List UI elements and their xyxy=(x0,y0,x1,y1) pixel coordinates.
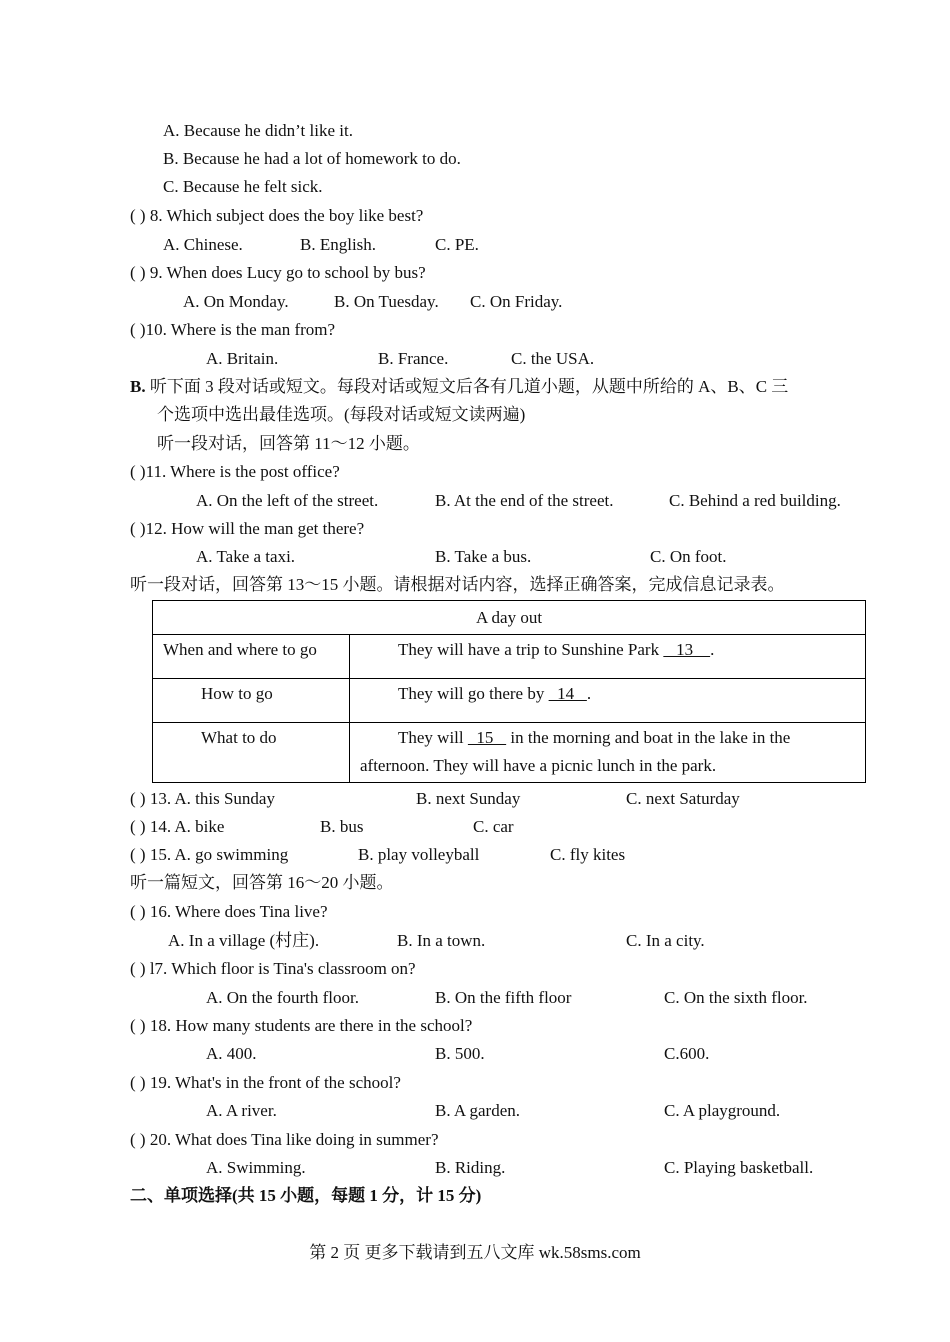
table-row3-value xyxy=(350,723,866,783)
q9-option-c: C. On Friday. xyxy=(470,292,563,311)
q13-option-c: C. next Saturday xyxy=(626,789,740,808)
table-row2-value xyxy=(350,679,866,723)
q10-option-a: A. Britain. xyxy=(206,349,279,368)
q13-option-b: B. next Sunday xyxy=(416,789,521,808)
row3-line2: afternoon. They will have a picnic lunch in the park. xyxy=(360,756,717,775)
q12-option-a: A. Take a taxi. xyxy=(196,547,296,566)
q14-option-c: C. car xyxy=(473,817,514,836)
q11-option-b: B. At the end of the street. xyxy=(435,491,614,510)
section-b-label: B. xyxy=(130,377,146,396)
question-11: ( )11. Where is the post office? xyxy=(130,462,340,481)
info-record-table xyxy=(152,600,866,783)
table-row1-label: When and where to go xyxy=(153,635,350,679)
q11-option-c: C. Behind a red building. xyxy=(669,491,841,510)
section-b-line2: 个选项中选出最佳选项。(每段对话或短文读两遍) xyxy=(157,405,526,424)
page-footer: 第 2 页 更多下载请到五八文库 wk.58sms.com xyxy=(309,1243,641,1262)
question-15: ( ) 15. A. go swimming xyxy=(130,845,289,864)
q19-option-c: C. A playground. xyxy=(664,1101,781,1120)
row1-end: . xyxy=(710,640,715,659)
q15-option-b: B. play volleyball xyxy=(358,845,480,864)
q7-option-b: B. Because he had a lot of homework to do. xyxy=(163,149,461,168)
q17-option-a: A. On the fourth floor. xyxy=(206,988,359,1007)
q16-option-b: B. In a town. xyxy=(397,931,486,950)
q15-option-c: C. fly kites xyxy=(550,845,626,864)
passage-intro: 听一篇短文，回答第 16～20 小题。 xyxy=(130,873,394,892)
question-14: ( ) 14. A. bike xyxy=(130,817,225,836)
table-row1-value xyxy=(350,635,866,679)
q8-option-b: B. English. xyxy=(300,235,377,254)
q20-option-b: B. Riding. xyxy=(435,1158,506,1177)
q10-option-b: B. France. xyxy=(378,349,449,368)
q7-option-c: C. Because he felt sick. xyxy=(163,177,323,196)
row1-text: They will have a trip to Sunshine Park xyxy=(398,640,664,659)
question-12: ( )12. How will the man get there? xyxy=(130,519,365,538)
q18-option-c: C.600. xyxy=(664,1044,710,1063)
q16-option-a: A. In a village (村庄). xyxy=(168,931,320,950)
table-row3-label: What to do xyxy=(153,723,350,783)
q8-option-c: C. PE. xyxy=(435,235,479,254)
section-b-line1: 听下面 3 段对话或短文。每段对话或短文后各有几道小题，从题中所给的 A、B、C 三 xyxy=(145,377,789,396)
row3-text-end: in the morning and boat in the lake in the xyxy=(506,728,791,747)
row3-text: They will xyxy=(398,728,468,747)
row2-end: . xyxy=(586,684,592,703)
row2-text: They will go there by xyxy=(398,684,549,703)
table-row2-label: How to go xyxy=(153,679,350,723)
question-13: ( ) 13. A. this Sunday xyxy=(130,789,275,808)
dialog1-intro: 听一段对话，回答第 11～12 小题。 xyxy=(157,434,420,453)
q12-option-b: B. Take a bus. xyxy=(435,547,532,566)
question-10: ( )10. Where is the man from? xyxy=(130,320,336,339)
question-17: ( ) l7. Which floor is Tina's classroom on? xyxy=(130,959,416,978)
q12-option-c: C. On foot. xyxy=(650,547,727,566)
blank-14: 14 xyxy=(548,684,587,703)
q17-option-b: B. On the fifth floor xyxy=(435,988,572,1007)
q14-option-b: B. bus xyxy=(320,817,364,836)
q18-option-a: A. 400. xyxy=(206,1044,257,1063)
q19-option-a: A. A river. xyxy=(206,1101,277,1120)
q9-option-a: A. On Monday. xyxy=(183,292,289,311)
question-16: ( ) 16. Where does Tina live? xyxy=(130,902,328,921)
question-20: ( ) 20. What does Tina like doing in summer? xyxy=(130,1130,439,1149)
q10-option-c: C. the USA. xyxy=(511,349,595,368)
question-8: ( ) 8. Which subject does the boy like best? xyxy=(130,206,424,225)
q16-option-c: C. In a city. xyxy=(626,931,705,950)
question-9: ( ) 9. When does Lucy go to school by bus? xyxy=(130,263,426,282)
row3-line1 xyxy=(360,727,857,749)
blank-13: 13 xyxy=(663,640,711,659)
blank-15: 15 xyxy=(467,728,507,747)
question-18: ( ) 18. How many students are there in the school? xyxy=(130,1016,473,1035)
section-b-intro xyxy=(130,376,788,398)
table-title: A day out xyxy=(153,601,866,635)
q20-option-a: A. Swimming. xyxy=(206,1158,306,1177)
q20-option-c: C. Playing basketball. xyxy=(664,1158,814,1177)
q11-option-a: A. On the left of the street. xyxy=(196,491,379,510)
q7-option-a: A. Because he didn’t like it. xyxy=(163,121,353,140)
q19-option-b: B. A garden. xyxy=(435,1101,520,1120)
q8-option-a: A. Chinese. xyxy=(163,235,243,254)
section-2-heading: 二、单项选择(共 15 小题，每题 1 分，计 15 分) xyxy=(130,1186,482,1205)
q9-option-b: B. On Tuesday. xyxy=(334,292,439,311)
dialog2-intro: 听一段对话，回答第 13～15 小题。请根据对话内容，选择正确答案，完成信息记录表。 xyxy=(130,575,785,594)
question-19: ( ) 19. What's in the front of the school? xyxy=(130,1073,401,1092)
q18-option-b: B. 500. xyxy=(435,1044,485,1063)
q17-option-c: C. On the sixth floor. xyxy=(664,988,808,1007)
